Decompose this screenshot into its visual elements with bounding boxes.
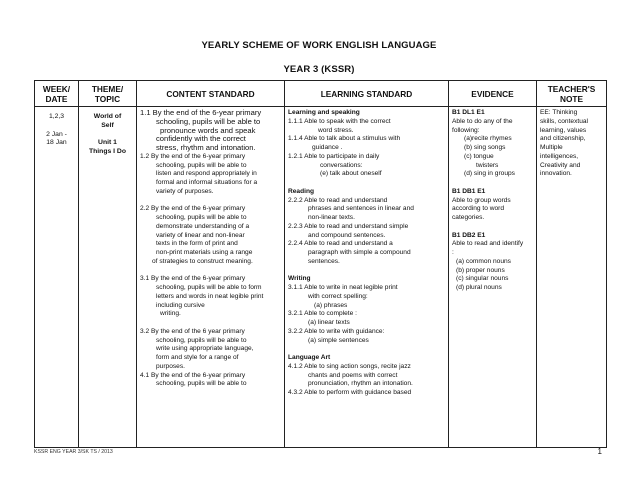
learning-standard-line: (a) simple sentences — [308, 336, 369, 344]
learning-standard-line: phrases and sentences in linear and — [308, 205, 414, 213]
header-week-line1: WEEK/ — [42, 83, 71, 94]
content-standard-line: 2.2 By the end of the 6-year primary — [140, 205, 246, 213]
learning-standard-line: pronunciation, rhythm an intonation. — [308, 380, 413, 388]
learning-standard-line: Reading — [288, 187, 315, 195]
learning-standard-line: 3.2.2 Able to write with guidance: — [288, 327, 385, 335]
learning-standard-line: (a) phrases — [314, 301, 348, 309]
evidence-line: Able to do any of the — [452, 117, 513, 125]
week-line — [35, 122, 78, 131]
theme-line: World of — [93, 113, 122, 120]
header-learning-standard: LEARNING STANDARD — [285, 81, 449, 107]
content-standard-line: 3.2 By the end of the 6 year primary — [140, 327, 245, 335]
learning-standard-line: 1.2.1 Able to participate in daily — [288, 152, 380, 160]
learning-standard-line: with correct spelling: — [308, 292, 368, 300]
learning-standard-line: Writing — [288, 275, 311, 283]
evidence-line: Able to group words — [452, 196, 511, 204]
header-evidence: EVIDENCE — [449, 81, 537, 107]
learning-standard-line: 2.2.3 Able to read and understand simple — [288, 222, 409, 230]
evidence-line: (c) singular nouns — [456, 275, 509, 283]
evidence-line: twisters — [476, 161, 499, 169]
content-standard-line: schooling, pupils will be able to — [156, 117, 261, 126]
theme-line — [79, 131, 136, 140]
page-number: 1 — [597, 447, 602, 456]
evidence-line: following: — [452, 126, 480, 134]
content-standard-line: stress, rhythm and intonation. — [156, 144, 256, 152]
evidence-line: Able to read and identify — [452, 240, 524, 248]
theme-line: Things I Do — [88, 148, 126, 155]
content-standard-line: schooling, pupils will be able to form — [156, 284, 262, 291]
theme-cell — [79, 107, 137, 448]
evidence-line: (d) plural nouns — [456, 284, 502, 291]
document-subtitle: YEAR 3 (KSSR) — [283, 64, 355, 75]
evidence-line: B1 DB2 E1 — [452, 231, 486, 239]
teachers-note-cell — [537, 107, 607, 448]
scheme-table — [34, 80, 607, 448]
header-theme-line2: TOPIC — [94, 93, 121, 104]
theme-line: Self — [101, 121, 114, 129]
learning-standard-line: guidance . — [312, 144, 343, 151]
evidence-line: (a)recite rhymes — [464, 135, 512, 143]
learning-standard-line: 4.3.2 Able to perform with guidance based — [288, 389, 412, 396]
footer-reference: KSSR ENG YEAR 3/SK TS / 2013 — [34, 449, 113, 455]
content-standard-line: variety of purposes. — [156, 187, 214, 195]
header-theme — [79, 81, 137, 107]
content-standard-line: demonstrate understanding of a — [156, 222, 250, 230]
week-line: 2 Jan - — [46, 130, 67, 138]
content-standard-line — [140, 319, 282, 328]
content-standard-line: of strategies to construct meaning. — [152, 257, 253, 265]
teacher-note-line: and citizenship, — [540, 135, 586, 143]
content-standard-line: texts in the form of print and — [156, 240, 238, 248]
header-teachers-note — [537, 81, 607, 107]
evidence-line: (b) sing songs — [464, 144, 506, 151]
learning-standard-line: sentences. — [308, 257, 340, 265]
content-row — [35, 107, 607, 448]
content-standard-line: confidently with the correct — [156, 135, 246, 144]
content-standard-line: writing. — [160, 310, 181, 318]
learning-standard-line — [288, 179, 446, 188]
content-standard-line: non-print materials using a range — [156, 249, 253, 256]
learning-standard-line: 1.1.1 Able to speak with the correct — [288, 117, 391, 125]
evidence-line — [452, 179, 534, 188]
content-standard-line: letters and words in neat legible print — [156, 292, 264, 300]
evidence-line: (b) proper nouns — [456, 266, 505, 274]
evidence-line — [452, 223, 534, 232]
evidence-line: : — [452, 249, 454, 256]
learning-standard-line: paragraph with simple a compound — [308, 249, 411, 256]
teacher-note-line: EE: Thinking — [540, 109, 578, 116]
header-week — [35, 81, 79, 107]
content-standard-cell — [137, 107, 285, 448]
week-line: 18 Jan — [46, 139, 67, 147]
learning-standard-line — [288, 345, 446, 354]
content-standard-line: schooling, pupils will be able to — [156, 161, 247, 169]
learning-standard-line: 1.1.4 Able to talk about a stimulus with — [288, 135, 401, 143]
content-standard-line: form and style for a range of — [156, 354, 239, 361]
content-standard-line: pronounce words and speak — [160, 126, 256, 135]
content-standard-line: purposes. — [156, 362, 185, 370]
content-standard-line: 3.1 By the end of the 6-year primary — [140, 275, 246, 283]
learning-standard-line: chants and poems with correct — [308, 371, 398, 379]
evidence-line: (a) common nouns — [456, 257, 511, 265]
content-standard-line: schooling, pupils will be able to — [156, 380, 247, 388]
evidence-line: according to word — [452, 205, 505, 213]
content-standard-line: 1.1 By the end of the 6-year primary — [140, 109, 262, 117]
learning-standard-line: non-linear texts. — [308, 214, 355, 221]
learning-standard-line: (e) talk about oneself — [320, 170, 382, 178]
teacher-note-line: Multiple — [540, 144, 563, 151]
content-standard-line: variety of linear and non-linear — [156, 231, 245, 239]
evidence-line: categories. — [452, 214, 485, 221]
evidence-cell — [449, 107, 537, 448]
content-standard-line: schooling, pupils will be able to — [156, 214, 247, 221]
learning-standard-line: Learning and speaking — [288, 109, 360, 116]
content-standard-line: including cursive — [156, 301, 205, 309]
content-standard-line: formal and informal situations for a — [156, 179, 258, 186]
evidence-line: (d) sing in groups — [464, 170, 515, 178]
learning-standard-line: and compound sentences. — [308, 231, 386, 239]
learning-standard-line: 3.1.1 Able to write in neat legible print — [288, 284, 398, 291]
content-standard-line: listen and respond appropriately in — [156, 170, 257, 178]
content-standard-line: schooling, pupils will be able to — [156, 336, 247, 344]
learning-standard-line: 2.2.4 Able to read and understand a — [288, 240, 393, 248]
content-standard-line: write using appropriate language, — [156, 345, 254, 353]
header-content-standard: CONTENT STANDARD — [137, 81, 285, 107]
learning-standard-line: word stress. — [318, 126, 354, 134]
document-title: YEARLY SCHEME OF WORK ENGLISH LANGUAGE — [201, 40, 437, 51]
learning-standard-cell — [285, 107, 449, 448]
evidence-line: B1 DL1 E1 — [452, 109, 485, 116]
content-standard-line: 4.1 By the end of the 6-year primary — [140, 371, 246, 379]
evidence-line: B1 DB1 E1 — [452, 187, 486, 195]
teacher-note-line: skills, contextual — [540, 117, 589, 125]
learning-standard-line — [288, 267, 446, 276]
content-standard-line: 1.2 By the end of the 6-year primary — [140, 152, 246, 160]
header-teacher-line1: TEACHER'S — [547, 83, 596, 94]
teacher-note-line: Creativity and — [540, 161, 581, 169]
teacher-note-line: intelligences, — [540, 152, 579, 160]
learning-standard-line: Language Art — [288, 354, 331, 361]
content-standard-line — [140, 197, 282, 206]
theme-line: Unit 1 — [98, 139, 117, 147]
evidence-line: (c) tongue — [464, 152, 494, 160]
learning-standard-line: 4.1.2 Able to sing action songs, recite jazz — [288, 362, 411, 370]
header-week-line2: DATE — [45, 93, 68, 104]
header-theme-line1: THEME/ — [91, 83, 124, 94]
header-row — [35, 81, 607, 107]
week-line: 1,2,3 — [48, 113, 65, 120]
teacher-note-line: learning, values — [540, 126, 587, 134]
learning-standard-line: 3.2.1 Able to complete : — [288, 310, 357, 318]
learning-standard-line: conversations: — [320, 161, 363, 169]
learning-standard-line: 2.2.2 Able to read and understand — [288, 196, 388, 204]
week-cell — [35, 107, 79, 448]
header-teacher-line2: NOTE — [559, 93, 584, 104]
content-standard-line — [140, 267, 282, 276]
learning-standard-line: (a) linear texts — [308, 319, 350, 326]
teacher-note-line: innovation. — [540, 170, 572, 178]
